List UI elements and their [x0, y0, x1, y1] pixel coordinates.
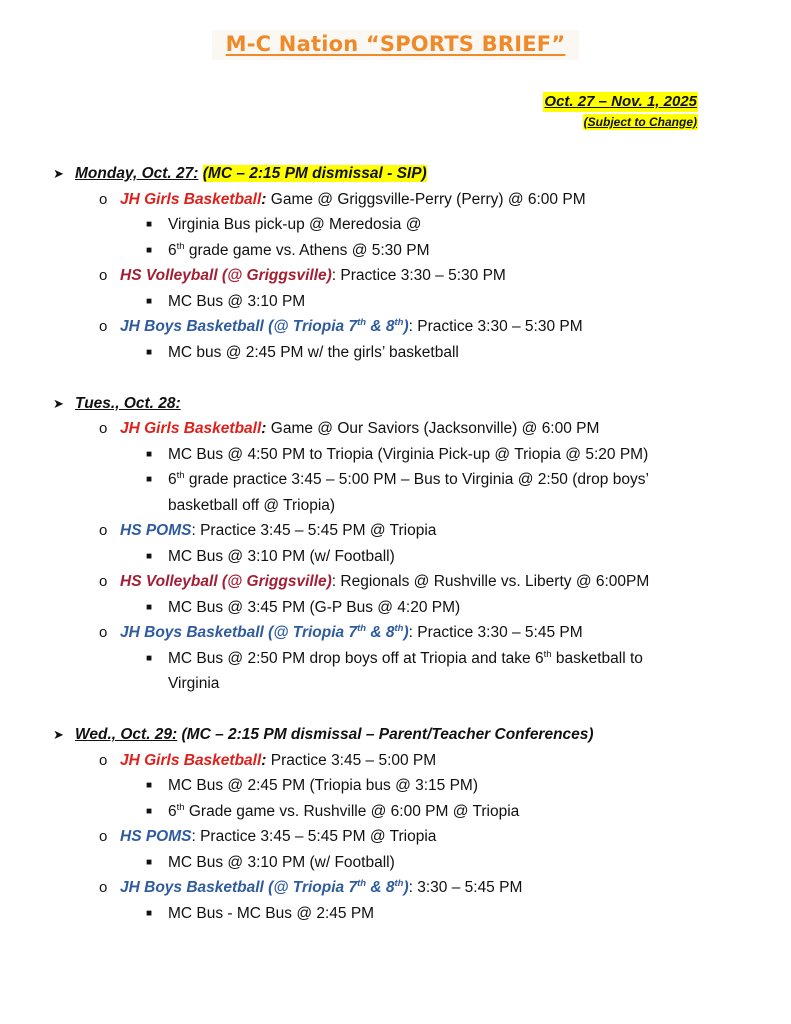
list-item: [0, 799, 791, 825]
event-text: : Regionals @ Rushville vs. Liberty @ 6:00PM: [331, 573, 650, 590]
day-label: Tues., Oct. 28:: [75, 394, 181, 412]
detail-num: 6: [168, 471, 177, 488]
list-item: [0, 901, 791, 927]
square-bullet-icon: ■: [146, 346, 153, 358]
dismissal-note: (MC – 2:15 PM dismissal - SIP): [202, 165, 427, 182]
detail-text: MC Bus @ 3:10 PM: [168, 292, 306, 310]
subject-note: (Subject to Change): [583, 115, 697, 129]
detail-text: grade practice 3:45 – 5:00 PM – Bus to Virginia @ 2:50 (drop boys’: [184, 471, 649, 488]
detail-text: MC bus @ 2:45 PM w/ the girls’ basketball: [168, 343, 459, 361]
team-label-jh-boys: JH Boys Basketball (@ Triopia 7th & 8th): [120, 622, 409, 641]
circle-bullet-icon: o: [99, 624, 108, 641]
circle-bullet-icon: o: [99, 318, 108, 335]
list-item: [0, 238, 791, 264]
day-monday: [0, 161, 791, 187]
schedule: [0, 161, 791, 926]
list-item: o JH Girls Basketball: Game @ Our Saviors (Jacksonville) @ 6:00 PM: [0, 416, 791, 442]
detail-text: MC Bus @ 4:50 PM to Triopia (Virginia Pick-up @ Triopia @ 5:20 PM): [168, 445, 649, 463]
list-item: [0, 620, 791, 646]
detail-text: MC Bus @ 2:45 PM (Triopia bus @ 3:15 PM): [168, 777, 478, 794]
header: [0, 30, 791, 60]
list-item: [0, 875, 791, 901]
circle-bullet-icon: o: [99, 267, 108, 284]
list-item: [0, 518, 791, 544]
list-item: [0, 340, 791, 366]
list-item: o JH Girls Basketball: Game @ Griggsville-Perry (Perry) @ 6:00 PM: [0, 187, 791, 213]
detail-text: Virginia Bus pick-up @ Meredosia @: [168, 216, 422, 233]
event-text: : Practice 3:30 – 5:30 PM: [408, 318, 583, 335]
day-tuesday: [0, 391, 791, 417]
list-item: [0, 850, 791, 876]
event-text: Game @ Griggsville-Perry (Perry) @ 6:00 PM: [270, 190, 586, 208]
square-bullet-icon: ■: [146, 295, 153, 307]
square-bullet-icon: ■: [146, 219, 153, 230]
team-label-hs-poms: HS POMS: [120, 828, 192, 845]
detail-text: basketball to: [551, 649, 643, 667]
day-wednesday: [0, 722, 791, 748]
team-label-hs-volleyball: HS Volleyball (@ Griggsville): [120, 267, 332, 284]
circle-bullet-icon: o: [99, 751, 108, 769]
list-item: [0, 263, 791, 289]
circle-bullet-icon: o: [99, 828, 108, 845]
event-text: : Practice 3:30 – 5:45 PM: [408, 624, 583, 641]
team-label-hs-volleyball: HS Volleyball (@ Griggsville): [120, 573, 332, 590]
detail-text: Virginia: [168, 675, 220, 692]
team-label-jh-girls: JH Girls Basketball: [120, 190, 262, 208]
list-item: [0, 289, 791, 315]
list-item: [0, 314, 791, 340]
day-label: Monday, Oct. 27:: [75, 165, 199, 182]
ordinal-suffix: th: [543, 648, 552, 660]
list-item-continuation: [0, 671, 791, 697]
list-item-continuation: [0, 493, 791, 519]
circle-bullet-icon: o: [99, 522, 108, 539]
detail-text: MC Bus @ 3:10 PM (w/ Football): [168, 853, 395, 871]
detail-num: 6: [168, 241, 177, 259]
arrow-bullet-icon: ➤: [53, 166, 64, 181]
day-label: Wed., Oct. 29:: [75, 726, 178, 743]
date-range: Oct. 27 – Nov. 1, 2025: [544, 93, 697, 110]
square-bullet-icon: ■: [146, 448, 153, 460]
ordinal-suffix: th: [176, 469, 185, 481]
event-text: : 3:30 – 5:45 PM: [408, 879, 523, 896]
square-bullet-icon: ■: [146, 474, 153, 485]
team-label-jh-boys: JH Boys Basketball (@ Triopia 7th & 8th): [120, 316, 409, 335]
event-text: Practice 3:45 – 5:00 PM: [270, 751, 437, 769]
team-label-jh-boys: JH Boys Basketball (@ Triopia 7th & 8th): [120, 877, 409, 896]
conference-note: (MC – 2:15 PM dismissal – Parent/Teacher Conferences): [177, 726, 594, 743]
detail-text: Grade game vs. Rushville @ 6:00 PM @ Triopia: [184, 802, 520, 820]
list-item: [0, 442, 791, 468]
list-item: [0, 824, 791, 850]
detail-text: grade game vs. Athens @ 5:30 PM: [184, 241, 430, 259]
list-item: o JH Girls Basketball: Practice 3:45 – 5:00 PM: [0, 748, 791, 774]
square-bullet-icon: ■: [146, 601, 153, 613]
square-bullet-icon: ■: [146, 805, 153, 817]
square-bullet-icon: ■: [146, 907, 153, 919]
square-bullet-icon: ■: [146, 780, 153, 791]
list-item: [0, 212, 791, 238]
square-bullet-icon: ■: [146, 244, 153, 256]
circle-bullet-icon: o: [99, 573, 108, 590]
list-item: [0, 544, 791, 570]
circle-bullet-icon: o: [99, 879, 108, 896]
detail-text: basketball off @ Triopia): [168, 496, 336, 514]
list-item: [0, 773, 791, 799]
team-label-jh-girls: JH Girls Basketball: [120, 420, 262, 437]
event-text: : Practice 3:45 – 5:45 PM @ Triopia: [191, 828, 437, 845]
arrow-bullet-icon: ➤: [53, 727, 64, 742]
detail-text: MC Bus @ 2:50 PM drop boys off at Triopia and take 6: [168, 649, 544, 667]
circle-bullet-icon: o: [99, 420, 108, 437]
event-text: Game @ Our Saviors (Jacksonville) @ 6:00 PM: [270, 420, 600, 437]
list-item: [0, 595, 791, 621]
list-item: [0, 569, 791, 595]
circle-bullet-icon: o: [99, 190, 108, 208]
square-bullet-icon: ■: [146, 550, 153, 562]
team-label-hs-poms: HS POMS: [120, 522, 192, 539]
ordinal-suffix: th: [176, 801, 185, 813]
ordinal-suffix: th: [176, 240, 185, 252]
square-bullet-icon: ■: [146, 856, 153, 868]
event-text: : Practice 3:30 – 5:30 PM: [331, 267, 506, 284]
date-block: [543, 92, 698, 131]
detail-text: MC Bus @ 3:45 PM (G-P Bus @ 4:20 PM): [168, 598, 461, 616]
event-text: : Practice 3:45 – 5:45 PM @ Triopia: [191, 522, 437, 539]
detail-text: MC Bus @ 3:10 PM (w/ Football): [168, 547, 395, 565]
detail-text: MC Bus - MC Bus @ 2:45 PM: [168, 904, 375, 922]
document-title: M-C Nation “SPORTS BRIEF”: [212, 30, 580, 60]
team-label-jh-girls: JH Girls Basketball: [120, 751, 262, 769]
square-bullet-icon: ■: [146, 652, 153, 664]
list-item: [0, 467, 791, 493]
list-item: [0, 646, 791, 672]
arrow-bullet-icon: ➤: [53, 395, 64, 411]
detail-num: 6: [168, 802, 177, 820]
